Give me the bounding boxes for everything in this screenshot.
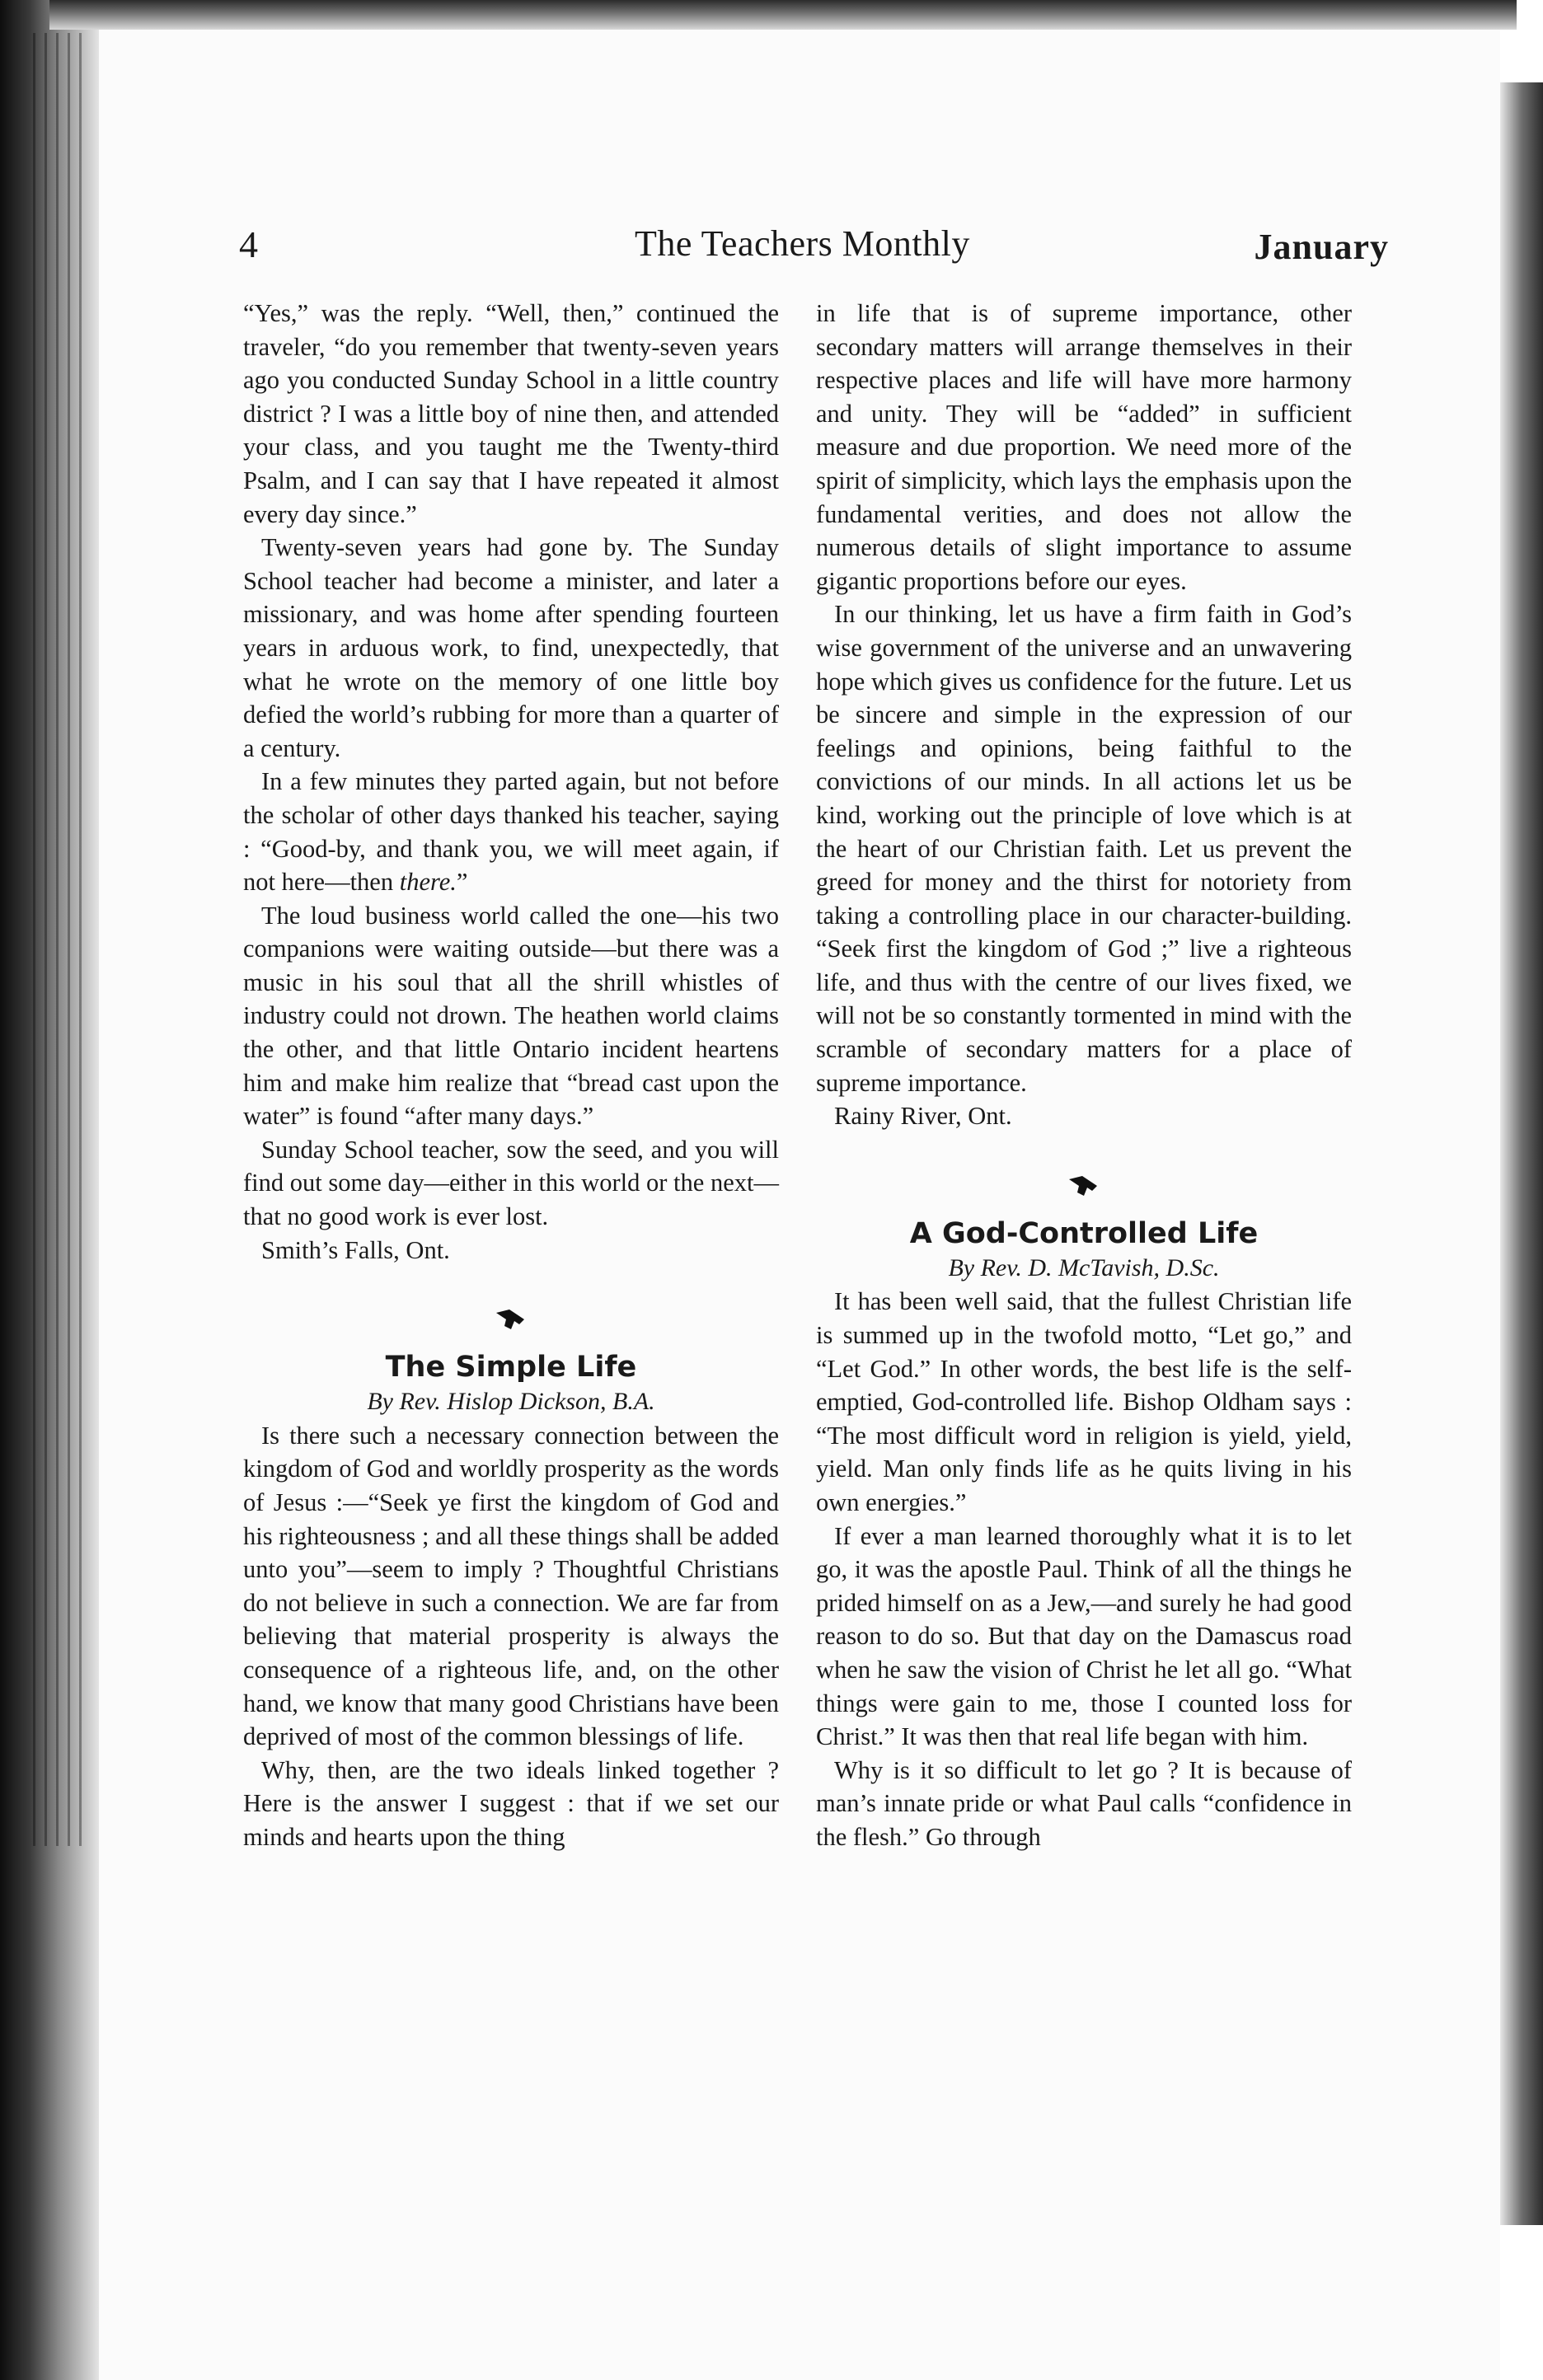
hand-pointer-icon [495, 1308, 528, 1333]
paragraph: In our thinking, let us have a firm faith in God’s wise government of the universe and an unwavering hope which gives us confidence for the future. Let us be sincere and simple in the expression of our feelings and opinions, being faithful to the convictions of our minds. In all actions let us be kind, working out the principle of love which is at the heart of our Christian faith. Let us prevent the greed for money and the thirst for notoriety from taking a controlling place in our character-building. “Seek first the kingdom of God ;” live a righteous life, and thus with the centre of our lives fixed, we will not be so constantly tormented in mind with the scramble of secondary matters for a place of supreme importance. [816, 600, 1352, 1097]
paragraph: It has been well said, that the fullest Christian life is summed up in the twofold motto, “Let go,” and “Let God.” In other words, the best life is the self-emptied, God-controlled life. Bishop Oldham says : “The most difficult word in religion is yield, yield, yield. Man only finds life as he quits living in his own energies.” [816, 1287, 1352, 1516]
journal-title: The Teachers Monthly [635, 223, 970, 264]
article-byline: By Rev. Hislop Dickson, B.A. [367, 1388, 655, 1416]
paragraph: Sunday School teacher, sow the seed, and you will find out some day—either in this world or the next—that no good work is ever lost. [243, 1135, 779, 1231]
paragraph: Why is it so difficult to let go ? It is because of man’s innate pride or what Paul calls “confidence in the flesh.” Go through [816, 1755, 1352, 1851]
running-head [239, 223, 1389, 280]
article-title: The Simple Life [385, 1351, 637, 1384]
paragraph: If ever a man learned thoroughly what it is to let go, it was the apostle Paul. Think of all the things he prided himself on as a Jew,—and surely he had good reason to do so. But that day on the Damascus road when he saw the vision of Christ he let all go. “What things were gain to me, those I counted loss for Christ.” It was then that real life began with him. [816, 1521, 1352, 1751]
paragraph: Is there such a necessary connection between the kingdom of God and worldly prosperity as the words of Jesus :—“Seek ye first the kingdom of God and his righteousness ; and all these things shall be added unto you”—seem to imply ? Thoughtful Christians do not believe in such a connection. We are far from believing that material prosperity is always the consequence of a righteous life, and, on the other hand, we know that many good Christians have been deprived of most of the common blessings of life. [243, 1421, 779, 1751]
signoff-location: Smith’s Falls, Ont. [261, 1235, 450, 1264]
article-byline: By Rev. D. McTavish, D.Sc. [948, 1253, 1220, 1281]
paragraph: “Yes,” was the reply. “Well, then,” continued the traveler, “do you remember that twenty-seven years ago you conducted Sunday School in a little country district ? I was a little boy of nine then, and attended your class, and you taught me the Twenty-third Psalm, and I can say that I have repeated it almost every day since.” [243, 299, 779, 528]
paragraph: Twenty-seven years had gone by. The Sunday School teacher had become a minister, and later a missionary, and was home after spending fourteen years in arduous work, to find, unexpectedly, that what he wrote on the memory of one little boy defied the world’s rubbing for more than a quarter of a century. [243, 533, 779, 762]
emphasis: there. [399, 868, 457, 897]
section-ornament [816, 1133, 1352, 1216]
paragraph: in life that is of supreme importance, other secondary matters will arrange themselves in their respective places and life will have more harmony and unity. They will be “added” in sufficient measure and due proportion. We need more of the spirit of simplicity, which lays the emphasis upon the fundamental verities, and does not allow the numerous details of slight importance to assume gigantic proportions before our eyes. [816, 299, 1352, 595]
page-number: 4 [239, 223, 258, 265]
signoff-location: Rainy River, Ont. [834, 1102, 1012, 1131]
left-column [243, 297, 779, 1854]
article-title: A God-Controlled Life [909, 1216, 1259, 1250]
hand-pointer-icon [1067, 1174, 1100, 1199]
right-scan-edge [1500, 82, 1543, 2225]
paragraph: The loud business world called the one—his two companions were waiting outside—but there was a music in his soul that all the shrill whistles of industry could not drown. The heathen world claims the other, and that little Ontario incident heartens him and make him realize that “bread cast upon the water” is found “after many days.” [243, 901, 779, 1131]
page-stack-edges [33, 33, 91, 1846]
paragraph: Why, then, are the two ideals linked together ? Here is the answer I suggest : that if we set our minds and hearts upon the thing [243, 1755, 779, 1851]
paragraph: In a few minutes they parted again, but not before the scholar of other days thanked his teacher, saying : “Good-by, and thank you, we will meet again, if not here—then there.” [243, 767, 779, 897]
section-ornament [243, 1267, 779, 1349]
right-column [816, 297, 1352, 1854]
top-scan-edge [49, 0, 1517, 30]
issue-month: January [1254, 227, 1389, 267]
